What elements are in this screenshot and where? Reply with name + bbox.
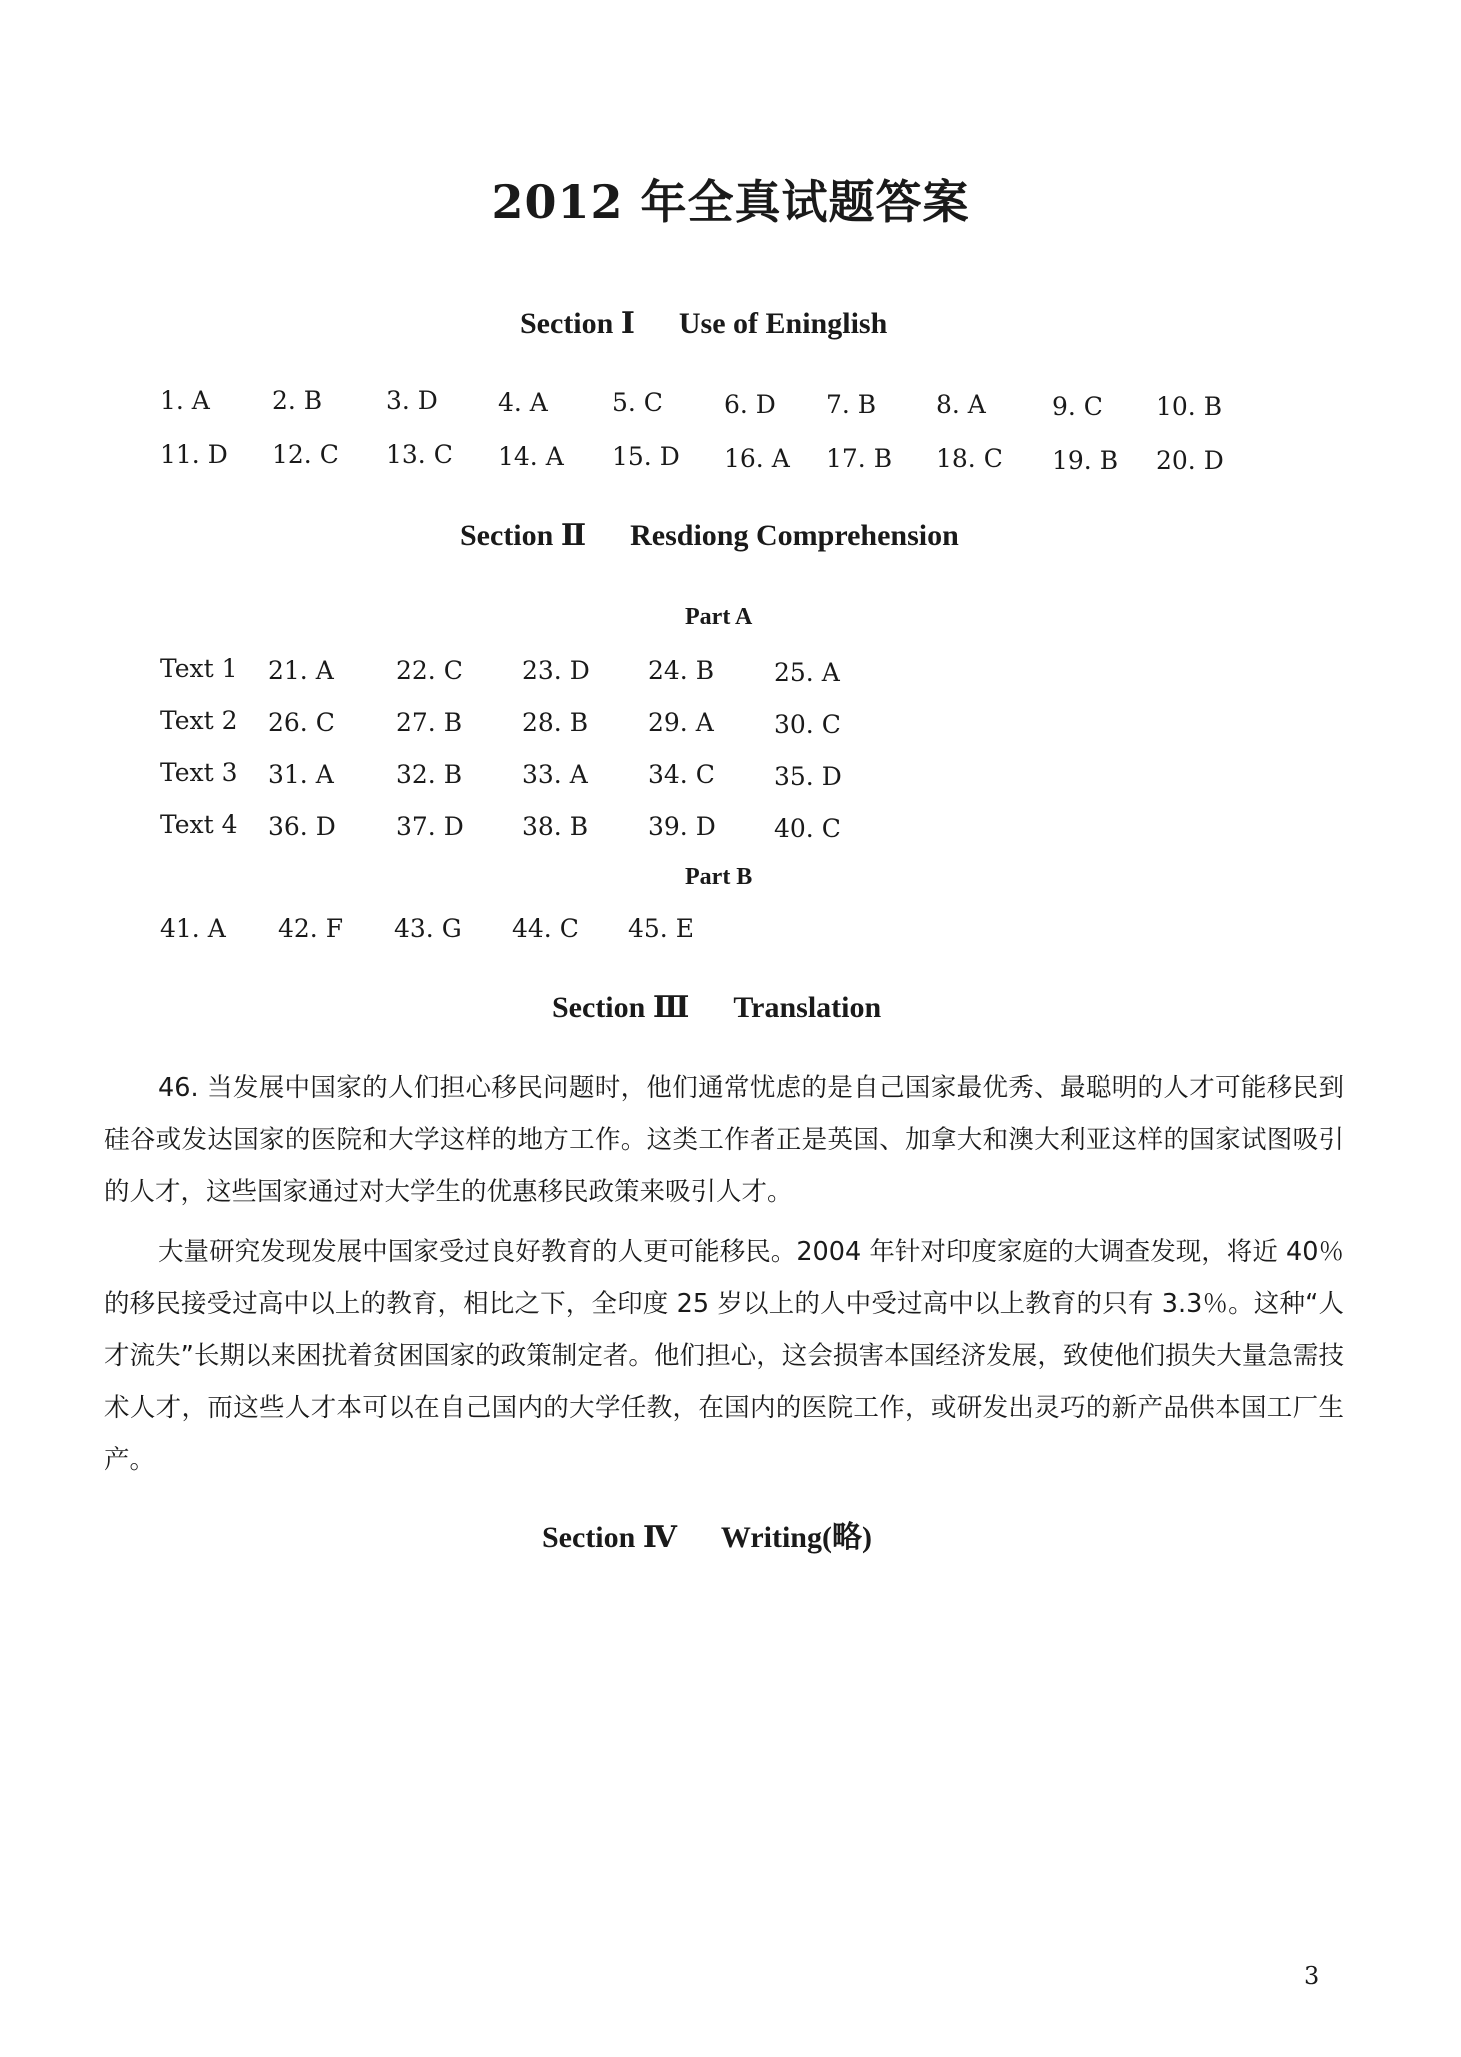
answer: 12. C xyxy=(272,440,339,469)
section-4-heading xyxy=(542,1512,872,1556)
section-3-heading xyxy=(552,990,881,1025)
section-name: Use of Eninglish xyxy=(678,307,888,340)
answer: 35. D xyxy=(774,762,842,791)
answer: 31. A xyxy=(268,760,334,789)
answer: 34. C xyxy=(648,760,715,789)
page-title: 2012 年全真试题答案 xyxy=(491,175,970,229)
answer: 1. A xyxy=(160,386,210,415)
section-number: Ⅲ xyxy=(652,991,690,1024)
answer: 9. C xyxy=(1052,392,1103,421)
answer: 2. B xyxy=(272,386,323,415)
answer: 45. E xyxy=(628,914,694,943)
section-label: Section xyxy=(542,1521,636,1554)
answer: 24. B xyxy=(648,656,715,685)
answer: 7. B xyxy=(826,390,877,419)
answer: 28. B xyxy=(522,708,589,737)
part-a-heading: Part A xyxy=(685,604,753,630)
answer: 38. B xyxy=(522,812,589,841)
answer: 43. G xyxy=(394,914,462,943)
answer: 16. A xyxy=(724,444,790,473)
answer: 37. D xyxy=(396,812,464,841)
answer: 17. B xyxy=(826,444,893,473)
answer: 23. D xyxy=(522,656,590,685)
answer: 39. D xyxy=(648,812,716,841)
answer: 13. C xyxy=(386,440,453,469)
text-label: Text 3 xyxy=(160,758,238,787)
section-label: Section xyxy=(460,519,554,552)
answer: 14. A xyxy=(498,442,564,471)
section-name: Resdiong Comprehension xyxy=(630,519,959,552)
section-label: Section xyxy=(520,307,614,340)
answer: 25. A xyxy=(774,658,840,687)
answer: 29. A xyxy=(648,708,714,737)
answer: 8. A xyxy=(936,390,986,419)
answer: 27. B xyxy=(396,708,463,737)
answer: 26. C xyxy=(268,708,335,737)
answer: 18. C xyxy=(936,444,1003,473)
text-label: Text 2 xyxy=(160,706,238,735)
answer: 33. A xyxy=(522,760,588,789)
section-label: Section xyxy=(552,991,646,1024)
answer: 40. C xyxy=(774,814,841,843)
answer: 21. A xyxy=(268,656,334,685)
answer: 36. D xyxy=(268,812,336,841)
answer: 6. D xyxy=(724,390,776,419)
section-number: Ⅱ xyxy=(560,519,587,552)
translation-paragraph-1: 46. 当发展中国家的人们担心移民问题时，他们通常忧虑的是自己国家最优秀、最聪明的人才可能移民到硅谷或发达国家的医院和大学这样的地方工作。这类工作者正是英国、加拿大和澳大利亚这样的国家试图吸引的人才，这些国家通过对大学生的优惠移民政策来吸引人才。 xyxy=(104,1073,1344,1207)
answer: 20. D xyxy=(1156,446,1224,475)
answer: 41. A xyxy=(160,914,226,943)
section-number: Ⅰ xyxy=(620,307,635,340)
page-number: 3 xyxy=(1304,1962,1320,1990)
text-label: Text 1 xyxy=(160,654,238,683)
section-name: Translation xyxy=(733,991,882,1024)
answer: 19. B xyxy=(1052,446,1119,475)
answer: 4. A xyxy=(498,388,548,417)
section-2-heading xyxy=(460,518,959,553)
answer: 5. C xyxy=(612,388,663,417)
section-name: Writing(略) xyxy=(720,1521,872,1554)
translation-paragraph-2: 大量研究发现发展中国家受过良好教育的人更可能移民。2004 年针对印度家庭的大调查发现，将近 40％的移民接受过高中以上的教育，相比之下，全印度 25 岁以上的人中受过高中以上教育的只有 3.3％。这种“人才流失”长期以来困扰着贫困国家的政策制定者。他们担心，这会损害本国经济发展，致使他们损失大量急需技术人才，而这些人才本可以在自己国内的大学任教，在国内的医院工作，或研发出灵巧的新产品供本国工厂生产。 xyxy=(104,1237,1344,1475)
answer: 42. F xyxy=(278,914,344,943)
text-label: Text 4 xyxy=(160,810,238,839)
answer: 11. D xyxy=(160,440,228,469)
section-1-heading xyxy=(520,306,887,341)
answer: 44. C xyxy=(512,914,579,943)
answer: 10. B xyxy=(1156,392,1223,421)
answer: 3. D xyxy=(386,386,438,415)
part-b-heading: Part B xyxy=(685,864,753,890)
answer: 15. D xyxy=(612,442,680,471)
answer: 30. C xyxy=(774,710,841,739)
answer: 22. C xyxy=(396,656,463,685)
section-number: Ⅳ xyxy=(642,1521,677,1554)
answer: 32. B xyxy=(396,760,463,789)
